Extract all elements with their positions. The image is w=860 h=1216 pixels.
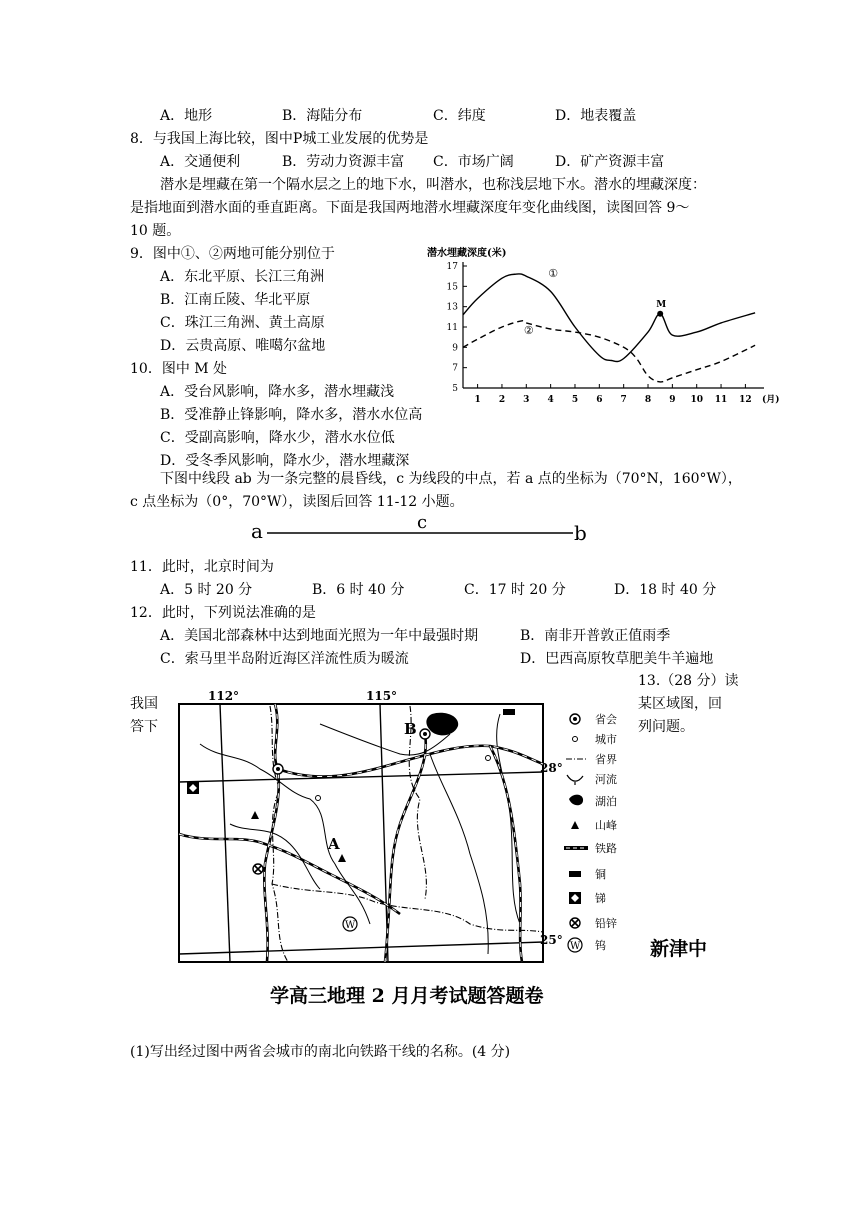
q12-option-c: C．索马里半岛附近海区洋流性质为暖流 xyxy=(160,651,409,667)
q12-option-d: D．巴西高原牧草肥美牛羊遍地 xyxy=(520,651,714,667)
chart-x-tick-label: 4 xyxy=(547,395,554,405)
q13-intro-right-3: 列问题。 xyxy=(638,719,694,735)
q7-option-a: A．地形 xyxy=(160,108,213,124)
chart-y-tick-label: 11 xyxy=(446,323,458,333)
chart-x-tick-label: 5 xyxy=(571,395,579,405)
q12-option-a: A．美国北部森林中达到地面光照为一年中最强时期 xyxy=(160,628,479,644)
q8-option-a: A．交通便利 xyxy=(160,154,241,170)
segment-point-b: b xyxy=(574,521,587,544)
q11-stem: 11．此时，北京时间为 xyxy=(130,559,274,575)
map-tungsten-deposit xyxy=(343,917,357,931)
q10-option-c: C．受副高影响，降水少，潜水水位低 xyxy=(160,430,395,446)
chart-series-label-1: ① xyxy=(548,267,559,281)
map-lon-label-115: 115° xyxy=(366,689,398,703)
groundwater-depth-chart xyxy=(425,242,780,410)
map-antimony-deposit xyxy=(187,782,199,794)
answer-sheet-school-name: 新津中 xyxy=(650,938,708,960)
map-point-a-label: A xyxy=(328,835,340,853)
answer-sheet-title: 学高三地理 2 月月考试题答题卷 xyxy=(270,985,544,1007)
chart-series-line-1 xyxy=(463,274,755,362)
chart-series-label-2: ② xyxy=(523,324,534,338)
chart-y-tick-label: 13 xyxy=(446,302,458,313)
chart-x-tick-label: 8 xyxy=(644,395,652,405)
q9-option-d: D．云贵高原、唯噶尔盆地 xyxy=(160,338,326,354)
chart-x-tick-label: 11 xyxy=(714,395,728,405)
legend-label-capital: 省会 xyxy=(595,713,617,726)
q12-option-b: B．南非开普敦正值雨季 xyxy=(520,628,671,644)
q13-intro-left-2: 答下 xyxy=(130,719,158,735)
legend-label-peak: 山峰 xyxy=(595,819,617,832)
chart-x-tick-label: 2 xyxy=(498,395,506,405)
q13-intro-right-1: 13.（28 分）读 xyxy=(638,673,739,689)
legend-label-tungsten: 钨 xyxy=(595,939,606,952)
map-legend xyxy=(564,712,617,952)
q11-option-b: B．6 时 40 分 xyxy=(312,582,405,598)
legend-label-railway: 铁路 xyxy=(595,842,617,855)
q9-option-c: C．珠江三角洲、黄土高原 xyxy=(160,315,325,331)
map-lon-label-112: 112° xyxy=(208,689,240,703)
groundwater-intro-line-2: 是指地面到潜水面的垂直距离。下面是我国两地潜水埋藏深度年变化曲线图，读图回答 9～ xyxy=(130,200,690,216)
q10-option-d: D．受冬季风影响，降水少，潜水埋藏深 xyxy=(160,453,410,469)
chart-point-m xyxy=(657,311,663,317)
q7-option-c: C．纬度 xyxy=(433,108,486,124)
terminator-intro-line-2: c 点坐标为（0°，70°W），读图后回答 11-12 小题。 xyxy=(130,494,464,510)
q10-stem: 10．图中 M 处 xyxy=(130,361,228,377)
legend-tungsten-letter: W xyxy=(570,941,581,952)
q10-option-a: A．受台风影响，降水多，潜水埋藏浅 xyxy=(160,384,395,400)
chart-y-tick-label: 5 xyxy=(452,384,458,394)
q7-option-b: B．海陆分布 xyxy=(282,108,363,124)
chart-point-m-label: M xyxy=(656,299,667,310)
chart-x-tick-label: 9 xyxy=(669,395,676,405)
regional-map xyxy=(170,684,640,966)
chart-y-tick-label: 15 xyxy=(446,282,458,293)
legend-label-boundary: 省界 xyxy=(595,753,617,766)
legend-label-river: 河流 xyxy=(595,773,617,786)
map-copper-deposit xyxy=(503,709,515,715)
map-frame xyxy=(179,704,543,962)
terminator-intro-line-1: 下图中线段 ab 为一条完整的晨昏线，c 为线段的中点，若 a 点的坐标为（70°N，160°W）， xyxy=(160,471,742,487)
map-city xyxy=(316,796,321,801)
groundwater-intro-line-3: 10 题。 xyxy=(130,223,181,239)
q11-option-c: C．17 时 20 分 xyxy=(464,582,566,598)
q8-option-d: D．矿产资源丰富 xyxy=(555,154,665,170)
chart-x-tick-label: 10 xyxy=(690,395,703,405)
segment-point-c: c xyxy=(417,514,428,533)
q8-option-b: B．劳动力资源丰富 xyxy=(282,154,405,170)
q13-intro-right-2: 某区域图，回 xyxy=(638,696,722,712)
answer-question-1: (1)写出经过图中两省会城市的南北向铁路干线的名称。(4 分) xyxy=(130,1044,511,1060)
q8-stem: 8．与我国上海比较，图中P城工业发展的优势是 xyxy=(130,131,429,147)
q10-option-b: B．受准静止锋影响，降水多，潜水水位高 xyxy=(160,407,423,423)
chart-x-axis-unit: (月) xyxy=(762,395,780,405)
chart-series-line-2 xyxy=(463,321,755,382)
groundwater-intro-line-1: 潜水是埋藏在第一个隔水层之上的地下水，叫潜水，也称浅层地下水。潜水的埋藏深度： xyxy=(160,177,706,193)
chart-x-tick-label: 1 xyxy=(474,395,481,405)
chart-x-tick-label: 7 xyxy=(620,395,627,405)
q12-stem: 12．此时，下列说法准确的是 xyxy=(130,605,316,621)
segment-point-a: a xyxy=(251,519,263,543)
chart-y-tick-label: 17 xyxy=(446,262,458,272)
chart-x-tick-label: 6 xyxy=(596,395,603,405)
q8-option-c: C．市场广阔 xyxy=(433,154,514,170)
map-provincial-capital xyxy=(420,729,430,739)
chart-title: 潜水埋藏深度(米) xyxy=(427,248,507,259)
q11-option-a: A．5 时 20 分 xyxy=(160,582,253,598)
legend-label-lead-zinc: 铅锌 xyxy=(595,917,617,930)
legend-label-antimony: 锑 xyxy=(595,892,606,905)
q9-stem: 9．图中①、②两地可能分别位于 xyxy=(130,246,335,262)
q9-option-b: B．江南丘陵、华北平原 xyxy=(160,292,311,308)
chart-y-tick-label: 9 xyxy=(452,343,458,354)
q13-intro-left-1: 我国 xyxy=(130,696,158,712)
terminator-segment-diagram xyxy=(245,514,595,544)
q7-option-d: D．地表覆盖 xyxy=(555,108,637,124)
map-point-b-label: B xyxy=(404,720,417,738)
map-tungsten-letter: W xyxy=(345,920,356,931)
chart-x-tick-label: 3 xyxy=(523,395,530,405)
map-city xyxy=(486,756,491,761)
map-lat-label-28: 28° xyxy=(540,761,563,775)
chart-x-tick-label: 12 xyxy=(739,395,752,405)
legend-label-lake: 湖泊 xyxy=(595,795,617,808)
legend-label-copper: 铜 xyxy=(595,868,606,881)
map-provincial-capital xyxy=(273,764,283,774)
chart-y-tick-label: 7 xyxy=(452,363,458,374)
map-lead-zinc-deposit xyxy=(253,864,263,874)
q9-option-a: A．东北平原、长江三角洲 xyxy=(160,269,325,285)
legend-label-city: 城市 xyxy=(595,733,617,746)
q11-option-d: D．18 时 40 分 xyxy=(614,582,717,598)
map-lat-label-25: 25° xyxy=(540,933,563,947)
